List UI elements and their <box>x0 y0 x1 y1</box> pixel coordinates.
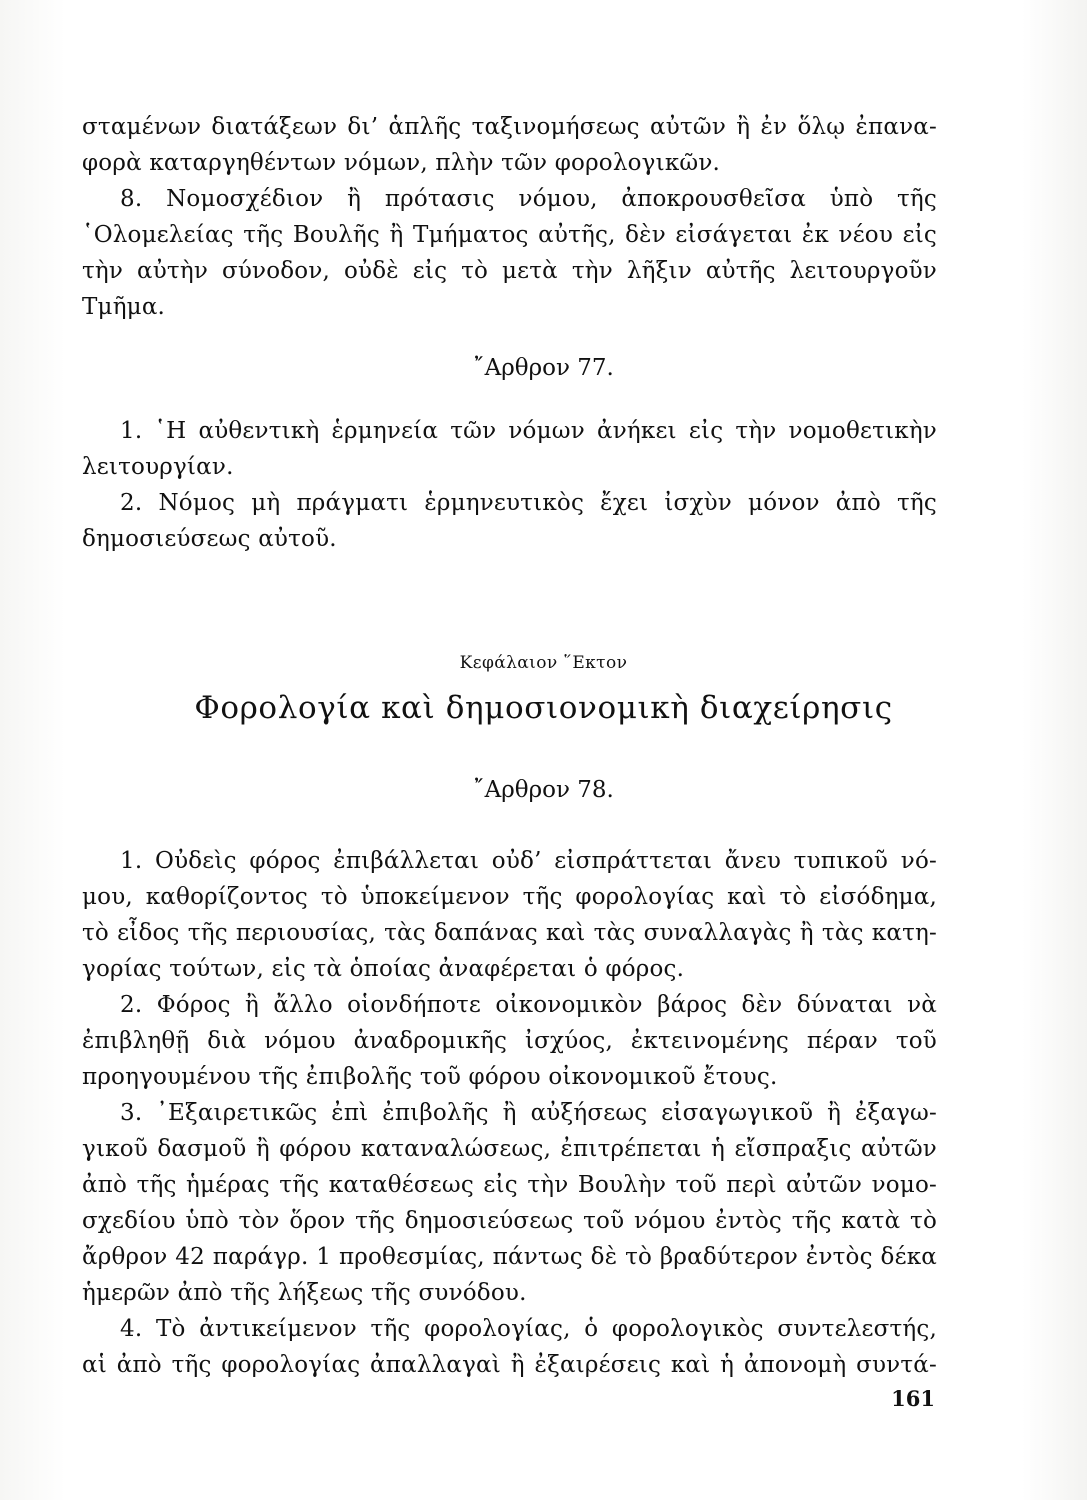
text-line: φορὰ καταργηθέντων νόμων, πλὴν τῶν φορολογικῶν. <box>82 150 721 176</box>
text-line: 4. Τὸ ἀντικείμενον τῆς φορολογίας, ὁ φορολογικὸς συντελεστής, <box>120 1316 937 1342</box>
text-line: προηγουμένου τῆς ἐπιβολῆς τοῦ φόρου οἰκονομικοῦ ἔτους. <box>82 1064 778 1090</box>
text-line: τὸ εἶδος τῆς περιουσίας, τὰς δαπάνας καὶ τὰς συναλλαγὰς ἢ τὰς κατη- <box>82 920 937 946</box>
text-line: 8. Νομοσχέδιον ἢ πρότασις νόμου, ἀποκρουσθεῖσα ὑπὸ τῆς <box>120 186 937 212</box>
chapter-label: Κεφάλαιον ῞Εκτον <box>459 653 628 673</box>
text-line: τὴν αὐτὴν σύνοδον, οὐδὲ εἰς τὸ μετὰ τὴν λῆξιν αὐτῆς λειτουργοῦν <box>82 258 937 284</box>
article-77-heading: ῎Αρθρον 77. <box>473 355 614 381</box>
text-line: ἐπιβληθῇ διὰ νόμου ἀναδρομικῆς ἰσχύος, ἐκτεινομένης πέραν τοῦ <box>82 1028 937 1054</box>
text-line: 3. ᾿Εξαιρετικῶς ἐπὶ ἐπιβολῆς ἢ αὐξήσεως εἰσαγωγικοῦ ἢ ἐξαγω- <box>120 1100 937 1126</box>
text-line: 1. Οὐδεὶς φόρος ἐπιβάλλεται οὐδ’ εἰσπράττεται ἄνευ τυπικοῦ νό- <box>120 848 937 874</box>
text-line: ἄρθρον 42 παράγρ. 1 προθεσμίας, πάντως δὲ τὸ βραδύτερον ἐντὸς δέκα <box>82 1244 937 1270</box>
text-line: δημοσιεύσεως αὐτοῦ. <box>82 526 337 552</box>
text-line: 2. Νόμος μὴ πράγματι ἑρμηνευτικὸς ἔχει ἰσχὺν μόνον ἀπὸ τῆς <box>120 490 937 516</box>
text-line: γορίας τούτων, εἰς τὰ ὁποίας ἀναφέρεται ὁ φόρος. <box>82 956 685 982</box>
text-line: σταμένων διατάξεων δι’ ἁπλῆς ταξινομήσεως αὐτῶν ἢ ἐν ὅλῳ ἐπανα- <box>82 114 937 140</box>
text-line: σχεδίου ὑπὸ τὸν ὅρον τῆς δημοσιεύσεως τοῦ νόμου ἐντὸς τῆς κατὰ τὸ <box>82 1208 937 1234</box>
page-number: 161 <box>891 1386 935 1411</box>
text-line: Τμῆμα. <box>82 294 166 320</box>
text-line: 1. ῾Η αὐθεντικὴ ἑρμηνεία τῶν νόμων ἀνήκει εἰς τὴν νομοθετικὴν <box>120 418 937 444</box>
text-line: γικοῦ δασμοῦ ἢ φόρου καταναλώσεως, ἐπιτρέπεται ἡ εἴσπραξις αὐτῶν <box>82 1136 937 1162</box>
text-line: ἀπὸ τῆς ἡμέρας τῆς καταθέσεως εἰς τὴν Βουλὴν τοῦ περὶ αὐτῶν νομο- <box>82 1172 937 1198</box>
text-line: 2. Φόρος ἢ ἄλλο οἱονδήποτε οἰκονομικὸν βάρος δὲν δύναται νὰ <box>120 992 937 1018</box>
text-line: μου, καθορίζοντος τὸ ὑποκείμενον τῆς φορολογίας καὶ τὸ εἰσόδημα, <box>82 884 937 910</box>
chapter-title: Φορολογία καὶ δημοσιονομικὴ διαχείρησις <box>194 690 893 726</box>
text-line: ἡμερῶν ἀπὸ τῆς λήξεως τῆς συνόδου. <box>82 1280 527 1306</box>
text-line: αἱ ἀπὸ τῆς φορολογίας ἀπαλλαγαὶ ἢ ἐξαιρέσεις καὶ ἡ ἀπονομὴ συντά- <box>82 1352 937 1378</box>
text-line: λειτουργίαν. <box>82 454 234 480</box>
text-line: ῾Ολομελείας τῆς Βουλῆς ἢ Τμήματος αὐτῆς, δὲν εἰσάγεται ἐκ νέου εἰς <box>82 222 937 248</box>
article-78-heading: ῎Αρθρον 78. <box>473 777 614 803</box>
